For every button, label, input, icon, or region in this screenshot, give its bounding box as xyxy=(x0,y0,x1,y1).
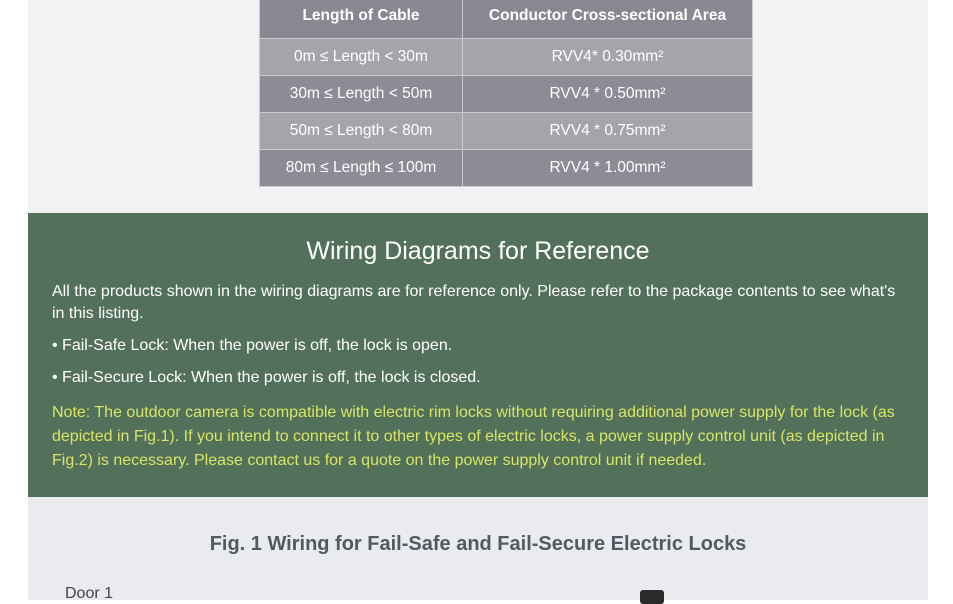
cell-length: 80m ≤ Length ≤ 100m xyxy=(260,150,463,187)
wiring-info-section xyxy=(28,213,928,497)
header-length: Length of Cable xyxy=(260,0,463,39)
camera-device-icon xyxy=(640,590,664,604)
cell-area: RVV4 * 0.75mm² xyxy=(463,113,753,150)
cable-spec-section xyxy=(28,0,928,213)
section-title: Wiring Diagrams for Reference xyxy=(306,237,650,265)
cell-area: RVV4 * 0.50mm² xyxy=(463,76,753,113)
cell-length: 50m ≤ Length < 80m xyxy=(260,113,463,150)
cell-length: 0m ≤ Length < 30m xyxy=(260,39,463,76)
table-header-row xyxy=(260,0,753,39)
figure-title: Fig. 1 Wiring for Fail-Safe and Fail-Secure Electric Locks xyxy=(209,533,747,555)
note-text: Note: The outdoor camera is compatible with electric rim locks without requiring additional power supply for the lock (as depicted in Fig.1). If you intend to connect it to other types of electric locks, a power supply control unit (as depicted in Fig.2) is necessary. Please contact us for a quote on the power supply control unit if needed. xyxy=(52,404,895,469)
table-row xyxy=(260,76,753,113)
fail-safe-bullet: • Fail-Safe Lock: When the power is off, the lock is open. xyxy=(52,337,453,354)
cable-spec-table xyxy=(259,0,753,187)
header-area: Conductor Cross-sectional Area xyxy=(463,0,753,39)
table-row xyxy=(260,150,753,187)
cell-area: RVV4 * 1.00mm² xyxy=(463,150,753,187)
figure-1-section xyxy=(28,497,928,600)
door-label: Door 1 xyxy=(65,585,114,602)
cell-area: RVV4* 0.30mm² xyxy=(463,39,753,76)
fail-secure-bullet: • Fail-Secure Lock: When the power is off, the lock is closed. xyxy=(52,369,481,386)
table-row xyxy=(260,39,753,76)
intro-text: All the products shown in the wiring diagrams are for reference only. Please refer to the package contents to see what's in this listing. xyxy=(52,283,896,322)
cell-length: 30m ≤ Length < 50m xyxy=(260,76,463,113)
table-row xyxy=(260,113,753,150)
